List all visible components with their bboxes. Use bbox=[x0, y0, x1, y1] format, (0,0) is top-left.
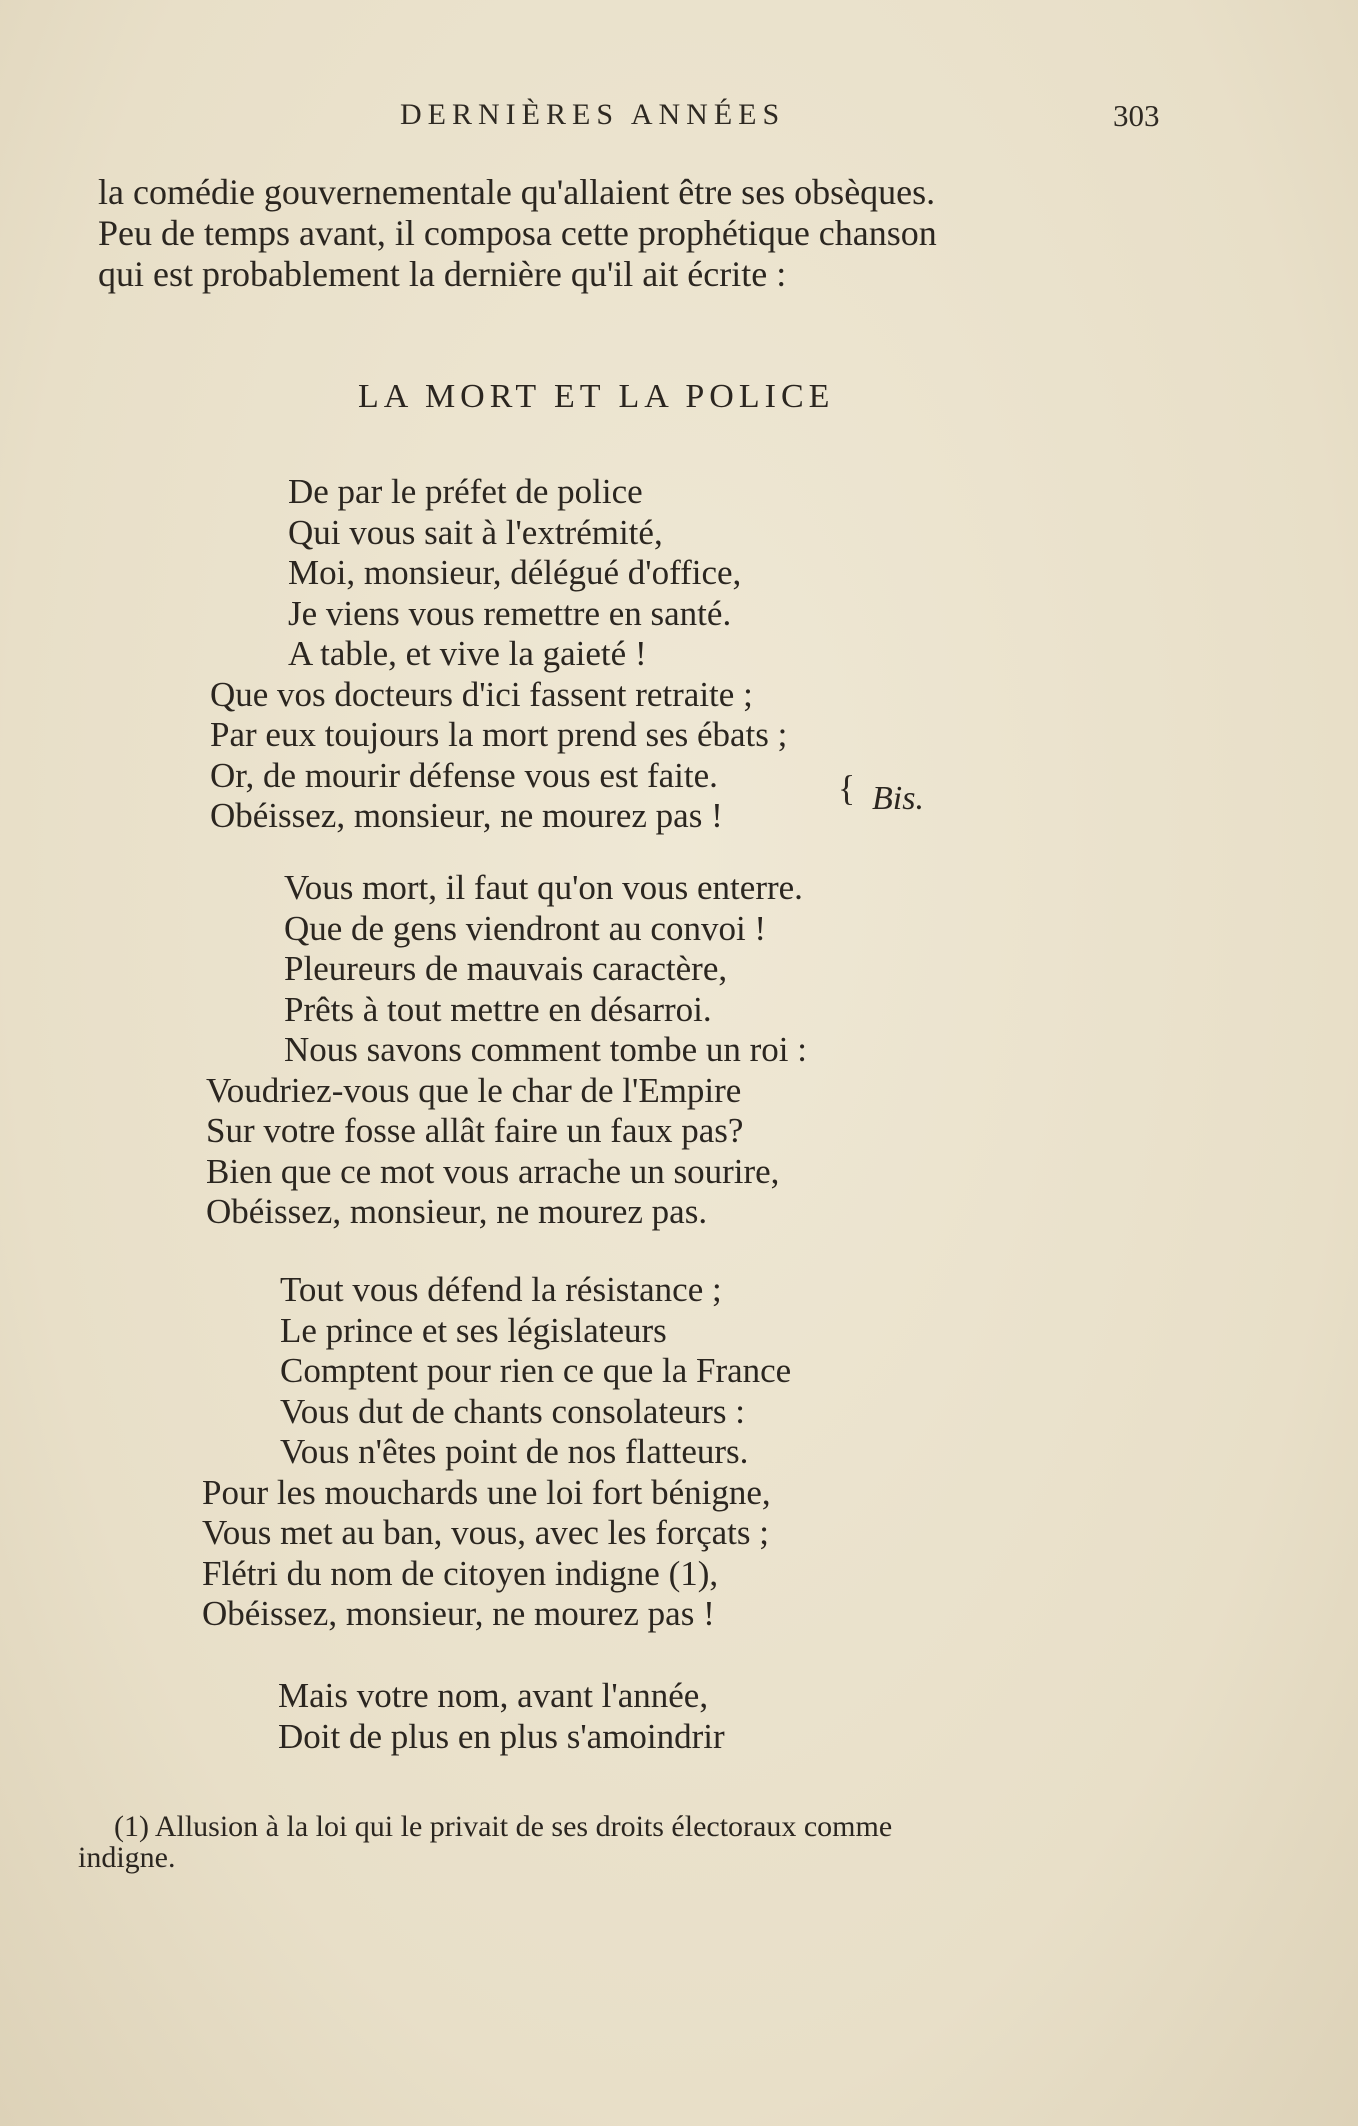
footnote bbox=[78, 1811, 1178, 1873]
verse-line: Nous savons comment tombe un roi : bbox=[284, 1030, 808, 1069]
verse-line: Tout vous défend la résistance ; bbox=[280, 1270, 722, 1309]
verse-line: A table, et vive la gaieté ! bbox=[288, 634, 647, 673]
verse-line: Que de gens viendront au convoi ! bbox=[284, 908, 767, 948]
verse-line: Qui vous sait à l'extrémité, bbox=[288, 512, 663, 552]
verse-line: Prêts à tout mettre en désarroi. bbox=[284, 989, 712, 1029]
verse-line: Par eux toujours la mort prend ses ébats ; bbox=[210, 715, 788, 754]
verse-line: Pleureurs de mauvais caractère, bbox=[284, 949, 728, 988]
intro-line: qui est probablement la dernière qu'il ait écrite : bbox=[98, 254, 787, 294]
verse-line: Sur votre fosse allât faire un faux pas? bbox=[206, 1111, 744, 1150]
verse-line: Vous met au ban, vous, avec les forçats ; bbox=[202, 1513, 769, 1552]
refrain-mark: Bis. bbox=[872, 780, 924, 817]
verse-line: Obéissez, monsieur, ne mourez pas ! bbox=[210, 796, 723, 835]
verse-line: Flétri du nom de citoyen indigne (1), bbox=[202, 1553, 719, 1593]
verse-line: Que vos docteurs d'ici fassent retraite ; bbox=[210, 674, 753, 714]
verse-line: Vous dut de chants consolateurs : bbox=[280, 1391, 745, 1431]
verse-line: Je viens vous remettre en santé. bbox=[288, 593, 732, 633]
page-number: 303 bbox=[1113, 98, 1160, 133]
verse-line: Comptent pour rien ce que la France bbox=[280, 1351, 792, 1390]
footnote-line: indigne. bbox=[78, 1841, 176, 1874]
verse-line: Pour les mouchards une loi fort bénigne, bbox=[202, 1472, 771, 1512]
verse-line: Or, de mourir défense vous est faite. bbox=[210, 755, 718, 795]
intro-line: Peu de temps avant, il composa cette prophétique chanson bbox=[98, 213, 937, 253]
verse-line: Obéissez, monsieur, ne mourez pas ! bbox=[202, 1594, 715, 1633]
verse-line: Moi, monsieur, délégué d'office, bbox=[288, 553, 742, 592]
verse-line: Voudriez-vous que le char de l'Empire bbox=[206, 1070, 742, 1110]
verse-line: Doit de plus en plus s'amoindrir bbox=[278, 1716, 725, 1756]
poem-stanza-1 bbox=[210, 472, 787, 837]
verse-line: De par le préfet de police bbox=[288, 472, 643, 511]
verse-line: Le prince et ses législateurs bbox=[280, 1310, 667, 1350]
verse-line: Bien que ce mot vous arrache un sourire, bbox=[206, 1151, 780, 1191]
running-head: DERNIÈRES ANNÉES bbox=[400, 98, 786, 131]
intro-line: la comédie gouvernementale qu'allaient être ses obsèques. bbox=[98, 172, 936, 212]
verse-line: Vous mort, il faut qu'on vous enterre. bbox=[284, 868, 803, 907]
poem-stanza-3 bbox=[202, 1270, 791, 1635]
poem-title: LA MORT ET LA POLICE bbox=[358, 378, 835, 415]
verse-line: Mais votre nom, avant l'année, bbox=[278, 1676, 709, 1715]
verse-line: Obéissez, monsieur, ne mourez pas. bbox=[206, 1192, 708, 1231]
intro-paragraph bbox=[98, 172, 1178, 295]
verse-line: Vous n'êtes point de nos flatteurs. bbox=[280, 1432, 749, 1471]
poem-stanza-2 bbox=[206, 868, 807, 1233]
refrain-brace: { bbox=[838, 768, 856, 808]
poem-stanza-4 bbox=[200, 1676, 725, 1757]
footnote-line: (1) Allusion à la loi qui le privait de ses droits électoraux comme bbox=[114, 1810, 893, 1843]
